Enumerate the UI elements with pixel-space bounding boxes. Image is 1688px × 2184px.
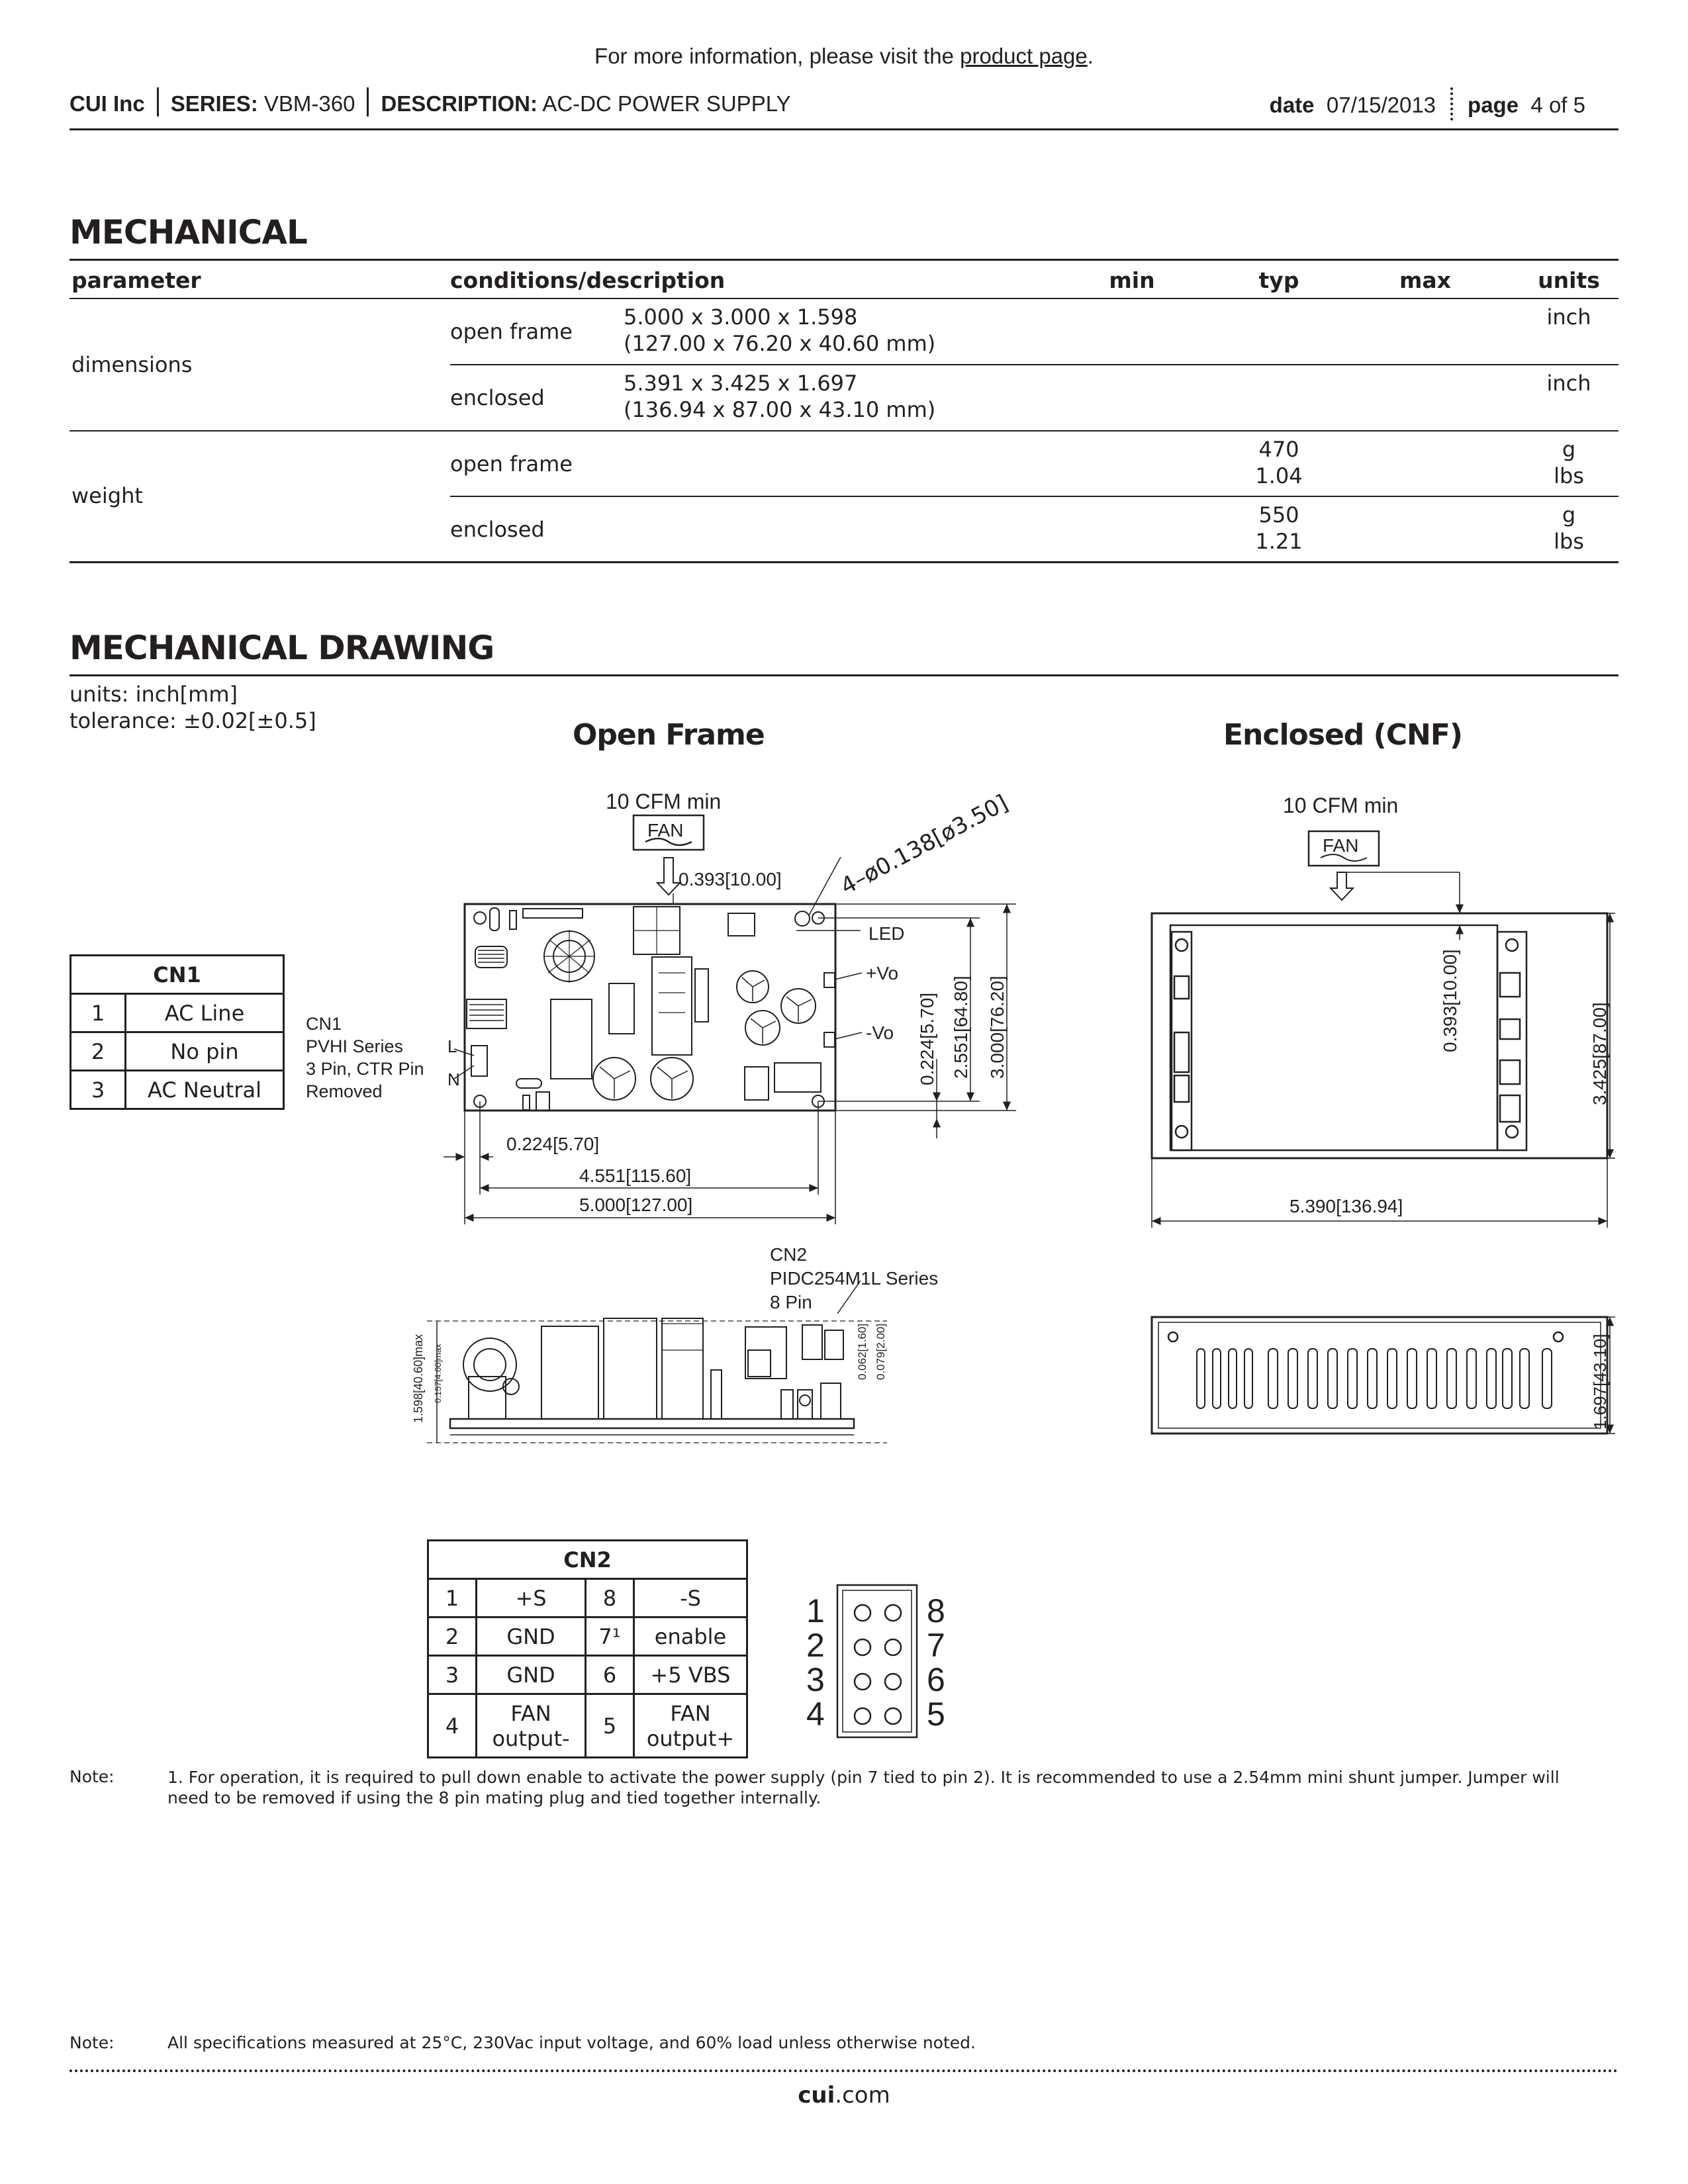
led-label: LED [868,923,905,944]
cn1-title: CN1 [71,956,284,994]
footer-note: All specifications measured at 25°C, 230Vac input voltage, and 60% load unless otherwise noted. [167,2033,976,2052]
pin-label-6: 6 [927,1661,945,1698]
cn2-callout-3: 8 Pin [770,1292,812,1312]
open-frame-board-outline [465,904,835,1111]
table-row [428,1579,747,1617]
dim-h-5000: 5.000[127.00] [579,1195,693,1215]
open-frame-dims-mm: (127.00 x 76.20 x 40.60 mm) [624,331,936,356]
series-label: SERIES: [170,91,258,116]
top-note-end: . [1087,44,1094,68]
enclosed-dims-units: inch [1546,371,1591,396]
cn1-pin: 2 [71,1032,126,1071]
unit-lbs: lbs [1554,463,1584,488]
vo-minus-label: -Vo [866,1023,894,1043]
open-frame-title: Open Frame [573,718,765,752]
condition-open-frame: open frame [450,319,573,344]
enclosed-dims-mm: (136.94 x 87.00 x 43.10 mm) [624,397,936,422]
page-value: 4 of 5 [1530,93,1585,117]
open-frame-dims-inch: 5.000 x 3.000 x 1.598 [624,304,858,330]
footer-rule [70,2070,1618,2072]
enclosed-height-dim: 3.425[87.00] [1589,1002,1610,1105]
description-label: DESCRIPTION: [381,91,538,116]
dim-h-0224: 0.224[5.70] [506,1134,600,1154]
vo-plus-label: +Vo [866,963,899,983]
units-note: units: inch[mm] [70,682,238,707]
cn1-pin: 3 [71,1071,126,1109]
footer-brand-suffix: .com [835,2082,890,2109]
enclosed-side-dim: 1.697[43.10] [1590,1334,1610,1430]
condition-enclosed: enclosed [450,385,545,410]
table-row [71,994,284,1032]
cn2-pin: 4 [428,1694,477,1758]
cn2-pin: 2 [428,1617,477,1656]
open-frame-weight-g: 470 [1258,437,1299,462]
tolerance-note: tolerance: ±0.02[±0.5] [70,708,316,733]
date-label: date [1269,93,1315,117]
cn2-pin: 3 [428,1656,477,1694]
enclosed-fan-label: FAN [1323,835,1359,856]
open-frame-side-view [427,1318,887,1443]
open-frame-dims-units: inch [1546,304,1591,330]
pin-n: N [447,1069,460,1089]
open-fan-label: FAN [647,820,684,841]
cn2-name: enable [634,1617,747,1656]
dim-v-2551: 2.551[64.80] [951,976,971,1079]
weight-condition-enclosed: enclosed [450,517,545,542]
dim-v-3000: 3.000[76.20] [987,976,1008,1079]
dim-v-0224: 0.224[5.70] [917,992,937,1085]
cn1-callout-3: 3 Pin, CTR Pin [306,1059,424,1079]
table-row [428,1656,747,1694]
cn2-name: +5 VBS [634,1656,747,1694]
cn2-name: FAN output- [477,1694,586,1758]
cn1-callout-1: CN1 [306,1014,342,1034]
open-frame-weight-lbs: 1.04 [1255,463,1303,488]
dimensions-label: dimensions [71,352,193,377]
cn1-name: No pin [126,1032,284,1071]
enclosed-fan-dim: 0.393[10.00] [1440,949,1460,1052]
note-label: Note: [70,1767,115,1786]
weight-condition-open-frame: open frame [450,451,573,477]
footer-brand[interactable] [0,2082,1688,2109]
side-dim-0079: 0.079[2.00] [874,1323,887,1380]
cn2-pin: 7¹ [586,1617,634,1656]
col-min: min [1109,267,1155,293]
open-fan-dim: 0.393[10.00] [679,869,782,889]
mechanical-title: MECHANICAL [70,213,307,251]
side-height-2: 0.157[4.00]max [433,1343,443,1403]
enclosed-vent-slots [1197,1349,1552,1408]
note-1: 1. For operation, it is required to pull down enable to activate the power supply (pin 7 tied to pin 2). It is recommended to use a 2.54mm mini shunt jumper. Jumper will need to be removed if using the 8 pin mating plug and tied together internally. [167,1768,1560,1807]
enclosed-weight-g: 550 [1258,502,1299,527]
cn2-pin-header [837,1585,917,1737]
footer-note-label: Note: [70,2033,115,2052]
cn2-pin: 5 [586,1694,634,1758]
cn2-name: +S [477,1579,586,1617]
cn1-callout-2: PVHI Series [306,1036,404,1056]
pin-label-7: 7 [927,1627,945,1664]
side-dim-0062: 0.062[1.60] [856,1323,868,1380]
cn1-pin: 1 [71,994,126,1032]
cn2-callout-1: CN2 [770,1244,808,1265]
unit-lbs: lbs [1554,529,1584,554]
enclosed-width-dim: 5.390[136.94] [1289,1196,1403,1216]
date-value: 07/15/2013 [1326,93,1436,117]
col-conditions: conditions/description [450,267,726,293]
pin-label-1: 1 [806,1592,825,1629]
top-note-text: For more information, please visit the [594,44,954,68]
cn1-table [70,954,285,1110]
pin-label-5: 5 [927,1696,945,1733]
cn2-name: FAN output+ [634,1694,747,1758]
dim-h-4551: 4.551[115.60] [579,1165,692,1186]
mechanical-drawing-title: MECHANICAL DRAWING [70,629,494,667]
pin-label-2: 2 [806,1627,825,1664]
cn2-name: GND [477,1617,586,1656]
table-row [428,1617,747,1656]
pin-label-8: 8 [927,1592,945,1629]
weight-label: weight [71,483,143,508]
pin-label-3: 3 [806,1661,825,1698]
series-value: VBM-360 [263,91,355,116]
cn2-table [427,1539,748,1758]
enclosed-dims-inch: 5.391 x 3.425 x 1.697 [624,371,858,396]
table-row [71,1071,284,1109]
unit-g: g [1562,437,1576,462]
col-units: units [1538,267,1600,293]
cn2-pin: 1 [428,1579,477,1617]
description-value: AC-DC POWER SUPPLY [542,91,791,116]
side-height: 1.598[40.60]max [412,1334,425,1423]
enclosed-top-view [1152,913,1607,1158]
table-row [428,1694,747,1758]
enclosed-fan-cfm: 10 CFM min [1283,794,1399,817]
unit-g: g [1562,502,1576,527]
hole-dim: 4–ø0.138[ø3.50] [836,790,1013,900]
cn2-pin: 8 [586,1579,634,1617]
page-label: page [1468,93,1519,117]
pin-label-4: 4 [806,1696,825,1733]
col-max: max [1399,267,1451,293]
cn1-name: AC Line [126,994,284,1032]
company-name: CUI Inc [70,91,145,116]
cn2-name: -S [634,1579,747,1617]
col-typ: typ [1258,267,1299,293]
product-page-link[interactable]: product page [960,44,1088,68]
cn1-callout-4: Removed [306,1081,383,1101]
cn2-callout-2: PIDC254M1L Series [770,1268,939,1289]
col-parameter: parameter [71,267,201,293]
cn2-name: GND [477,1656,586,1694]
cn2-title: CN2 [428,1541,747,1579]
cn1-name: AC Neutral [126,1071,284,1109]
cn2-pin: 6 [586,1656,634,1694]
footer-brand-name: cui [798,2082,835,2109]
enclosed-title: Enclosed (CNF) [1223,718,1463,752]
enclosed-weight-lbs: 1.21 [1255,529,1303,554]
pin-l: L [447,1036,457,1056]
table-row [71,1032,284,1071]
open-fan-cfm: 10 CFM min [606,790,722,813]
